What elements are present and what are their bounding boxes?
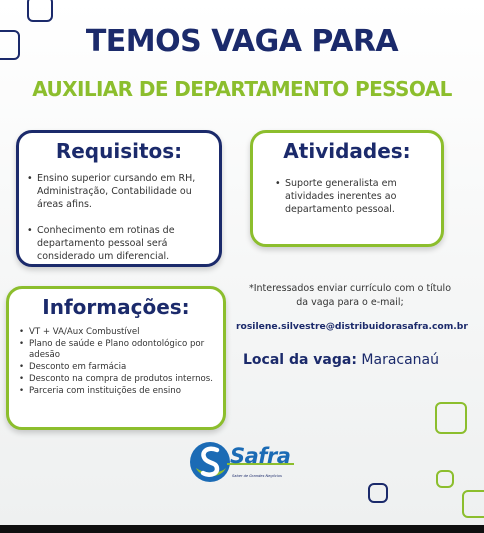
location-label: Local da vaga: [243, 352, 357, 368]
logo-tagline: Saber de Grandes Negócios [232, 474, 282, 478]
job-location [243, 352, 439, 368]
logo-name: Safra [230, 444, 291, 468]
atividades-card [250, 130, 444, 247]
location-value: Maracanaú [361, 352, 440, 368]
requisitos-title: Requisitos: [55, 139, 183, 163]
bottom-bar [0, 525, 484, 533]
list-item: • Ensino superior cursando em RH, Administração, Contabilidade ou áreas afins. [27, 172, 211, 211]
safra-logo [186, 438, 298, 488]
application-instructions: *Interessados enviar currículo com o título da vaga para o e-mail; [248, 283, 452, 308]
decorative-square [368, 483, 388, 503]
informacoes-title: Informações: [42, 295, 190, 319]
job-title: AUXILIAR DE DEPARTAMENTO PESSOAL [32, 77, 452, 101]
decorative-square [27, 0, 53, 22]
list-item: • Plano de saúde e Plano odontológico por adesão [19, 339, 213, 362]
informacoes-list [19, 327, 213, 397]
requisitos-card [16, 130, 222, 267]
atividades-list [275, 177, 429, 216]
requisitos-list [27, 172, 211, 263]
list-item: • VT + VA/Aux Combustível [19, 327, 213, 339]
list-item: • Conhecimento em rotinas de departamento pessoal será considerado um diferencial. [27, 224, 211, 263]
list-item: • Desconto em farmácia [19, 362, 213, 374]
atividades-title: Atividades: [283, 139, 411, 163]
decorative-square [436, 470, 454, 488]
list-item: • Desconto na compra de produtos internos. [19, 374, 213, 386]
list-item: • Suporte generalista em atividades inerentes ao departamento pessoal. [275, 177, 429, 216]
list-item: • Parceria com instituições de ensino [19, 386, 213, 398]
informacoes-card [6, 286, 226, 430]
decorative-square [462, 490, 484, 518]
page-title: TEMOS VAGA PARA [85, 24, 399, 59]
contact-email[interactable]: rosilene.silvestre@distribuidorasafra.com.br [236, 321, 468, 332]
decorative-square [435, 402, 467, 434]
